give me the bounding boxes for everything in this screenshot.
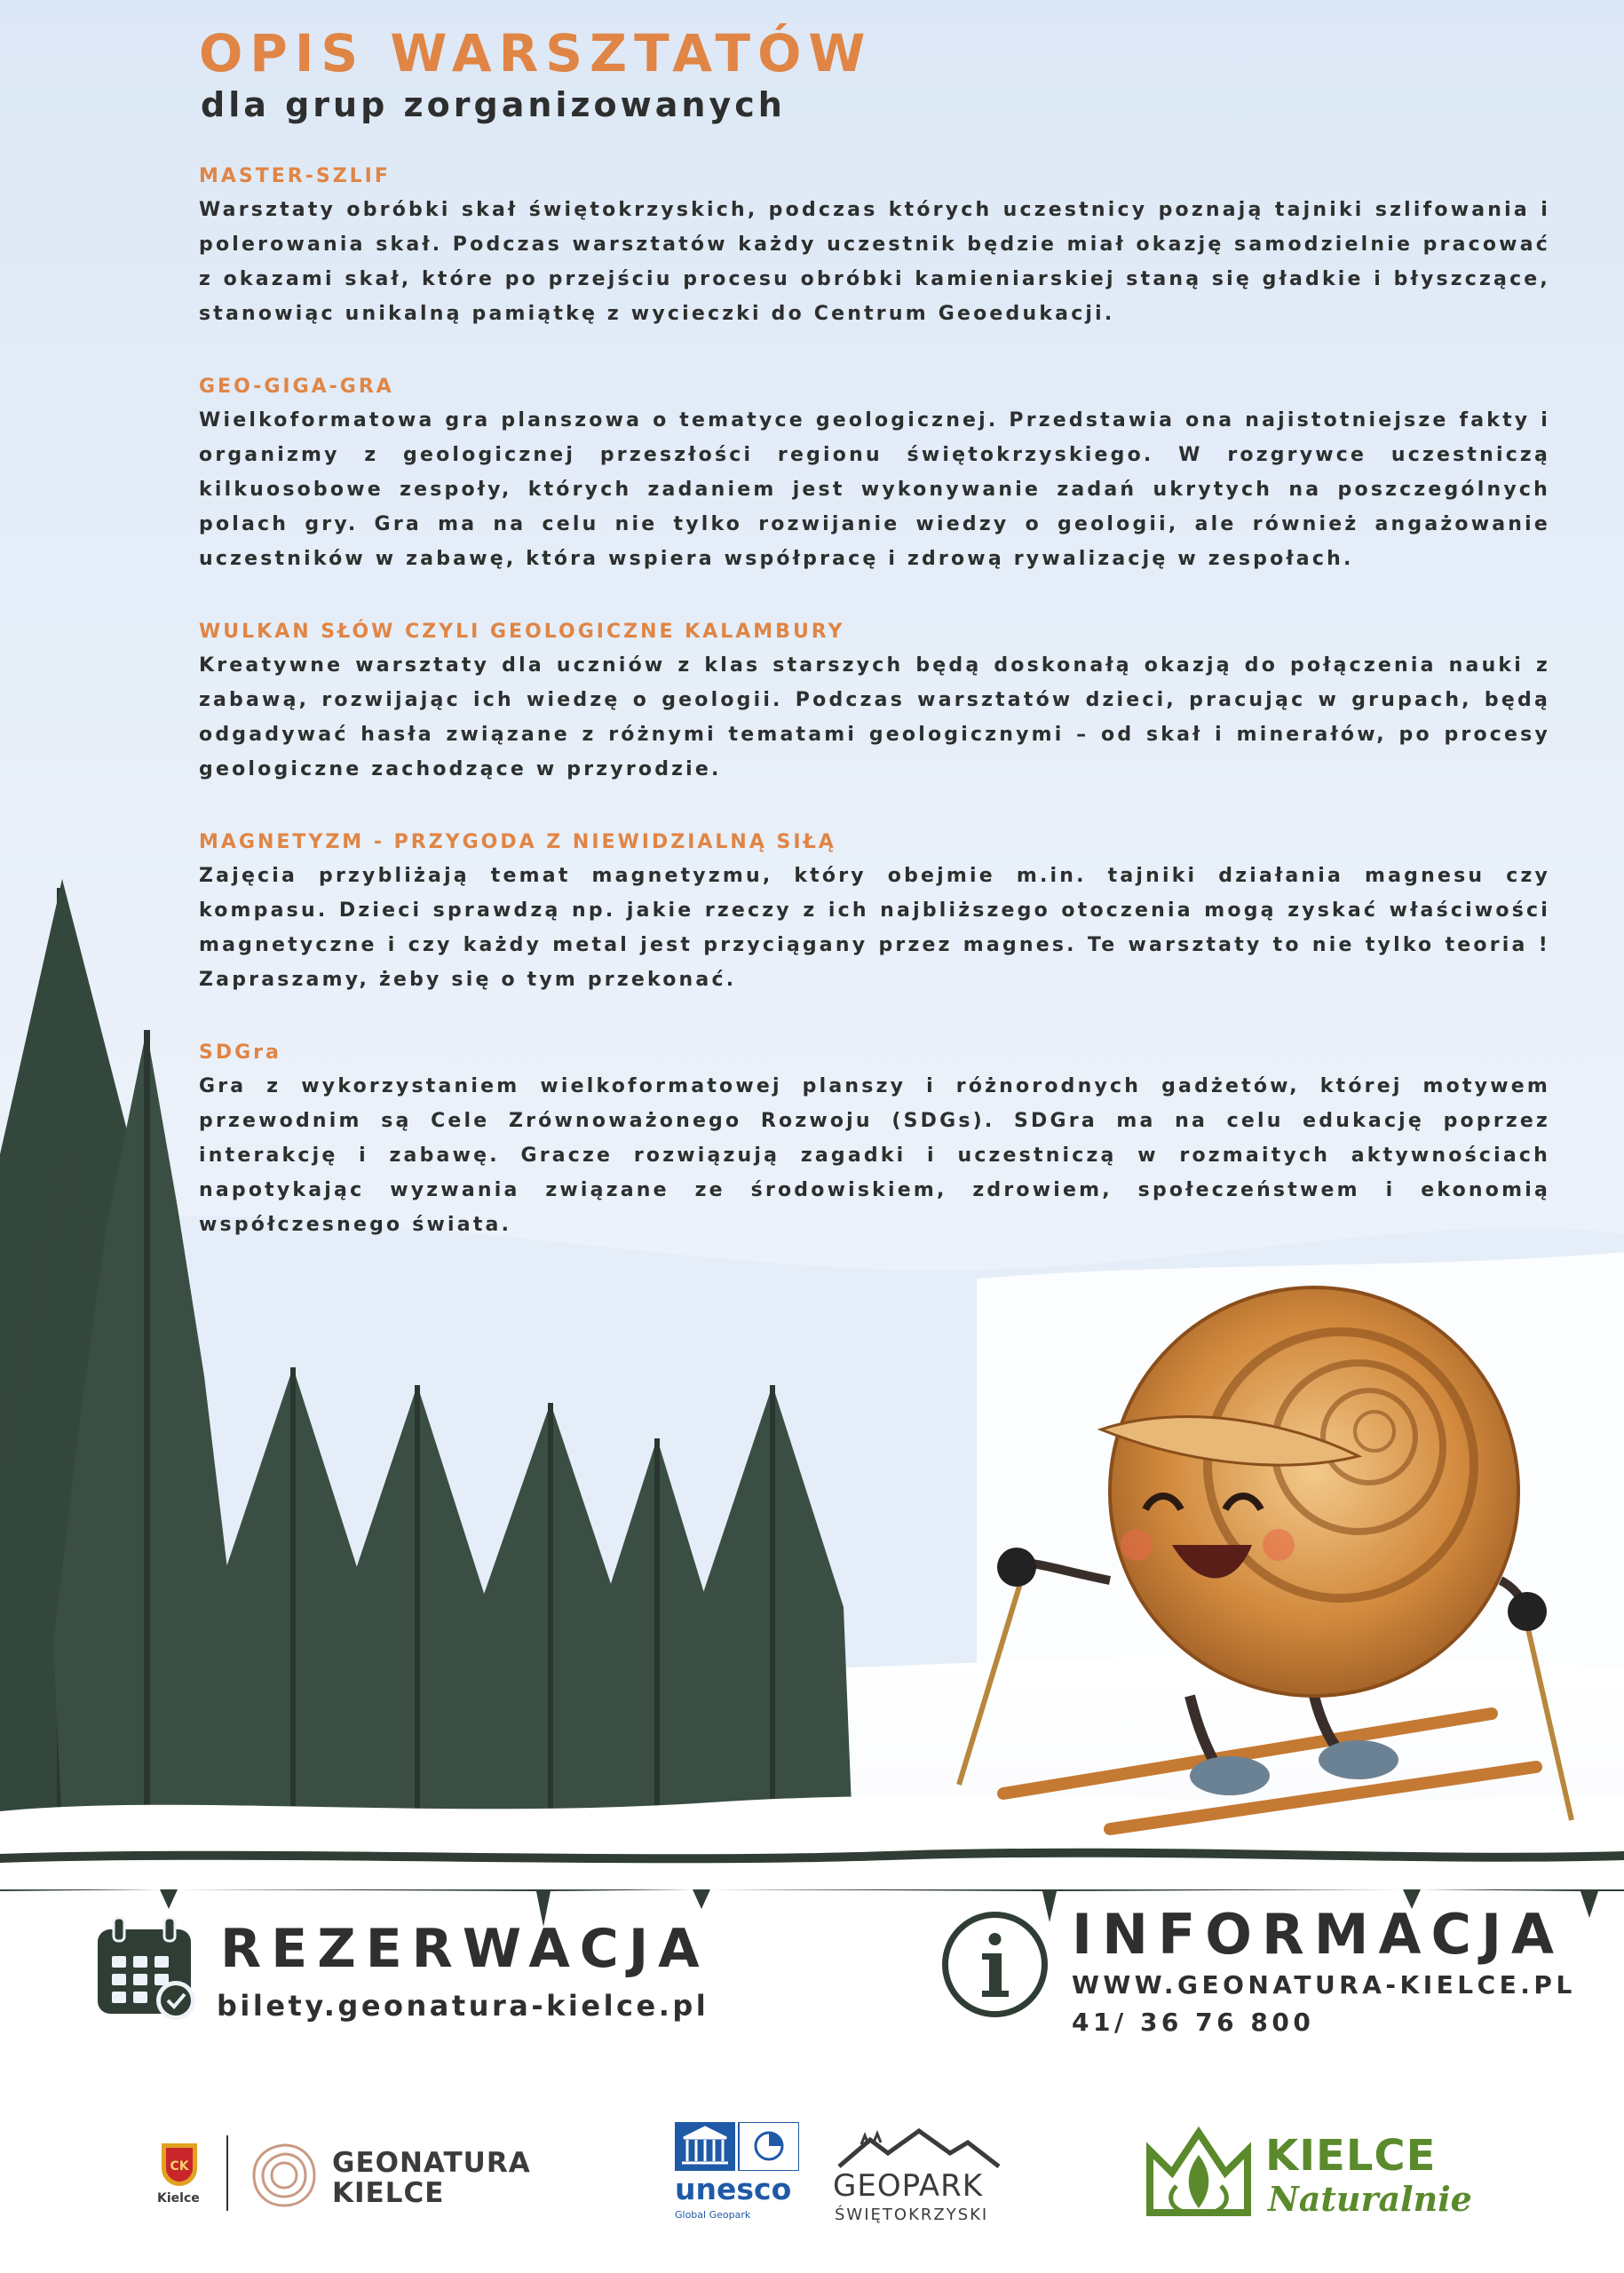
unesco-sub-label: Global Geopark	[675, 2209, 751, 2221]
unesco-label: unesco	[675, 2172, 792, 2206]
workshop-heading: SDGra	[199, 1041, 281, 1064]
reservation-title: REZERWACJA	[220, 1918, 709, 1980]
workshop-section	[199, 621, 1550, 787]
workshop-section	[199, 165, 1550, 331]
calendar-icon	[89, 1913, 200, 2024]
kielce-crest-icon	[160, 2142, 199, 2188]
website-link[interactable]: WWW.GEONATURA-KIELCE.PL	[1072, 1970, 1576, 2000]
reservation-link[interactable]: bilety.geonatura-kielce.pl	[217, 1989, 709, 2023]
workshop-description: Gra z wykorzystaniem wielkoformatowej planszy i różnorodnych gadżetów, której motywem przewodnim są Cele Zrównoważonego Rozwoju (SDGs). SDGra ma na celu edukację poprzez interakcję i zabawę. Gracze rozwiązują zagadki i uczestniczą w rozmaitych aktywnościach napotykając wyzwania związane ze środowiskiem, zdrowiem, społeczeństwem i ekonomią współczesnego świata.	[199, 1075, 1550, 1236]
geopark-name-line2: ŚWIĘTOKRZYSKI	[835, 2206, 989, 2224]
footer-logos	[0, 2087, 1624, 2273]
divider	[226, 2135, 228, 2211]
geonatura-name-line1: GEONATURA	[332, 2147, 531, 2179]
page-subtitle: dla grup zorganizowanych	[201, 85, 786, 124]
workshop-heading: MAGNETYZM - PRZYGODA Z NIEWIDZIALNĄ SIŁĄ	[199, 831, 836, 853]
kielce-naturalnie-line2: Naturalnie	[1268, 2179, 1472, 2219]
workshop-heading: MASTER-SZLIF	[199, 165, 391, 187]
workshop-section	[199, 1041, 1550, 1242]
workshop-list	[199, 165, 1550, 1287]
kielce-naturalnie-crown-icon	[1141, 2124, 1256, 2222]
kielce-naturalnie-line1: KIELCE	[1265, 2131, 1437, 2181]
unesco-logo-icon	[675, 2122, 799, 2171]
svg-text:CK: CK	[170, 2159, 189, 2174]
phone-number: 41/ 36 76 800	[1072, 2008, 1315, 2037]
kielce-crest-label: Kielce	[157, 2191, 200, 2206]
workshop-section	[199, 831, 1550, 997]
workshop-description: Kreatywne warsztaty dla uczniów z klas starszych będą doskonałą okazją do połączenia nauki z zabawą, rozwijając ich wiedzę o geologii. Podczas warsztatów dzieci, pracując w grupach, będą odgadywać hasła związane z różnymi tematami geologicznymi – od skał i minerałów, po procesy geologiczne zachodzące w przyrodzie.	[199, 654, 1550, 780]
geonatura-name-line2: KIELCE	[332, 2177, 445, 2209]
workshop-description: Warsztaty obróbki skał świętokrzyskich, podczas których uczestnicy poznają tajniki szlifowania i polerowania skał. Podczas warsztatów każdy uczestnik będzie miał okazję samodzielnie pracować z okazami skał, które po przejściu procesu obróbki kamieniarskiej staną się gładkie i błyszczące, stanowiąc unikalną pamiątkę z wycieczki do Centrum Geoedukacji.	[199, 199, 1550, 325]
geopark-name-line1: GEOPARK	[833, 2168, 984, 2204]
info-icon	[939, 1909, 1050, 2020]
workshop-section	[199, 376, 1550, 576]
workshop-description: Wielkoformatowa gra planszowa o tematyce geologicznej. Przedstawia ona najistotniejsze fakty i organizmy z geologicznej przeszłości regionu świętokrzyskiego. W rozgrywce uczestniczą kilkuosobowe zespoły, których zadaniem jest wykonywanie zadań ukrytych na poszczególnych polach gry. Gra ma na celu nie tylko rozwijanie wiedzy o geologii, ale również angażowanie uczestników w zabawę, która wspiera współpracę i zdrową rywalizację w zespołach.	[199, 409, 1550, 570]
workshop-heading: WULKAN SŁÓW CZYLI GEOLOGICZNE KALAMBURY	[199, 621, 845, 643]
information-title: INFORMACJA	[1072, 1902, 1564, 1967]
page-title: OPIS WARSZTATÓW	[199, 23, 873, 83]
workshop-description: Zajęcia przybliżają temat magnetyzmu, który obejmie m.in. tajniki działania magnesu czy kompasu. Dzieci sprawdzą np. jakie rzeczy z ich najbliższego otoczenia mogą zyskać właściwości magnetyczne i czy każdy metal jest przyciągany przez magnes. Te warsztaty to nie tylko teoria ! Zapraszamy, żeby się o tym przekonać.	[199, 865, 1550, 991]
geonatura-logo-icon	[249, 2140, 320, 2211]
geopark-mountains-icon	[835, 2126, 1003, 2171]
workshop-heading: GEO-GIGA-GRA	[199, 376, 394, 398]
